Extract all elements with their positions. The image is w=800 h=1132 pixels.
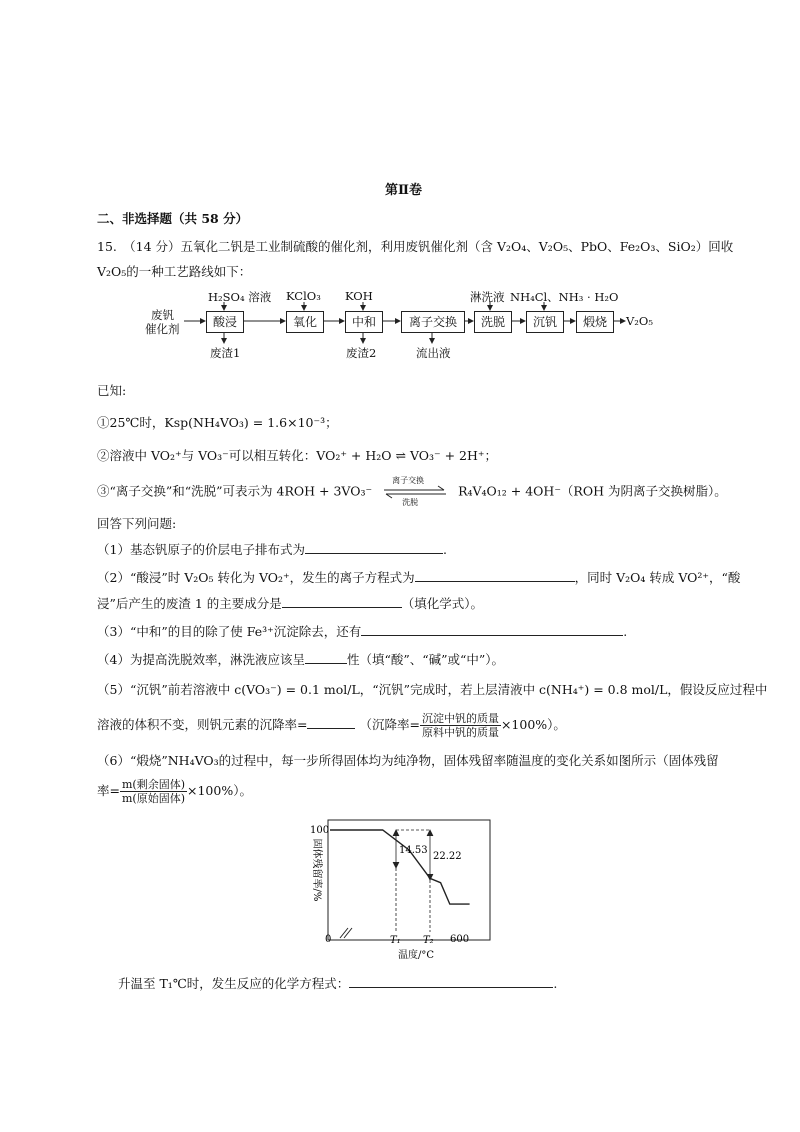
reagent-koh: KOH	[345, 289, 373, 303]
sub-question-2-line2	[97, 594, 483, 612]
step-oxidation: 氧化	[286, 311, 324, 333]
y-axis-label: 固体残留率/%	[311, 838, 322, 902]
arrow-label-under: 洗脱	[402, 498, 419, 507]
sub-question-5-line2	[97, 712, 566, 739]
x-tick-0: 0	[325, 934, 332, 945]
sub4-text-b: 性（填“酸”、“碱”或“中”）。	[346, 652, 505, 667]
reversible-arrow	[382, 476, 448, 507]
flow-arrows	[140, 287, 680, 367]
known-item-2: ②溶液中 VO₂⁺与 VO₃⁻可以相互转化：VO₂⁺ + H₂O ⇌ VO₃⁻ + 2H⁺；	[97, 448, 497, 463]
sub-question-3: （3）“中和”的目的除了使 Fe³⁺沉淀除去，还有 .	[97, 624, 628, 639]
reagent-kclo3: KClO₃	[286, 289, 321, 303]
x-tick-t2: T₂	[423, 935, 434, 946]
sub2-text-b: ，同时 V₂O₄ 转成 VO²⁺，“酸	[574, 570, 741, 585]
arrow-label-over: 离子交换	[392, 476, 425, 485]
step-neutralization: 中和	[345, 311, 383, 333]
residue-curve	[330, 830, 470, 904]
sub2-text-c: 浸”后产生的废渣 1 的主要成分是	[97, 596, 282, 611]
answer-blank-3[interactable]	[361, 622, 623, 636]
q15-line2: V₂O₅的一种工艺路线如下：	[97, 264, 252, 279]
residue-rate-fraction	[120, 778, 187, 805]
sub4-text-a: （4）为提高洗脱效率，淋洗液应该呈	[97, 652, 305, 667]
step-acid-leach: 酸浸	[206, 311, 244, 333]
sub-question-1: （1）基态钒原子的价层电子排布式为 .	[97, 542, 447, 557]
axis-break-icon	[340, 928, 352, 938]
product-v2o5: V₂O₅	[626, 314, 653, 328]
final-text: 升温至 T₁℃时，发生反应的化学方程式：	[118, 976, 350, 991]
fraction-denominator: m(原始固体)	[121, 792, 185, 805]
sub5-text-d: ×100%）。	[500, 717, 566, 732]
x-axis-label: 温度/°C	[398, 950, 435, 961]
process-flow-diagram	[140, 287, 680, 367]
answer-intro: 回答下列问题:	[97, 516, 177, 531]
residue-rate-chart	[300, 812, 500, 962]
sub-question-6-line1: （6）“煅烧”NH₄VO₃的过程中，每一步所得固体均为纯净物，固体残留率随温度的变化关系如图所示（固体残留	[97, 753, 719, 768]
sub2-text-a: （2）“酸浸”时 V₂O₅ 转化为 VO₂⁺，发生的离子方程式为	[97, 570, 415, 585]
x-tick-600: 600	[450, 934, 470, 945]
annotation-22-22: 22.22	[433, 851, 462, 862]
answer-blank-2a[interactable]	[415, 568, 575, 582]
known3-left: ③“离子交换”和“洗脱”可表示为 4ROH + 3VO₃⁻	[97, 483, 373, 499]
byproduct-residue1: 废渣1	[210, 346, 241, 360]
q15-line1: 15. （14 分）五氧化二钒是工业制硫酸的催化剂，利用废钒催化剂（含 V₂O₄、V₂O₅、PbO、Fe₂O₃、SiO₂）回收	[97, 239, 734, 254]
step-ion-exchange: 离子交换	[401, 311, 465, 333]
sub2-text-d: （填化学式）。	[401, 596, 484, 611]
final-question: 升温至 T₁℃时，发生反应的化学方程式： .	[118, 976, 558, 991]
feed-label-top: 废钒	[151, 308, 174, 322]
sub1-text: （1）基态钒原子的价层电子排布式为	[97, 542, 305, 557]
known3-right: R₄V₄O₁₂ + 4OH⁻（ROH 为阴离子交换树脂）。	[458, 483, 727, 499]
part-title: 二、非选择题（共 58 分）	[97, 211, 249, 226]
sub-question-4	[97, 650, 504, 668]
known-item-3	[97, 476, 727, 507]
x-tick-t1: T₁	[390, 935, 401, 946]
known-item-1: ①25℃时，Ksp(NH₄VO₃) = 1.6×10⁻³；	[97, 415, 338, 430]
reagent-eluent: 淋洗液	[470, 290, 505, 304]
fraction-numerator: 沉淀中钒的质量	[421, 712, 499, 725]
section-title: 第Ⅱ卷	[385, 183, 422, 198]
sub6-text-c: ×100%）。	[187, 783, 252, 798]
settling-rate-fraction	[420, 712, 501, 739]
known-title: 已知:	[97, 383, 127, 398]
step-vanadium-precipitation: 沉钒	[526, 311, 564, 333]
y-tick-100: 100	[310, 825, 330, 836]
sub5-text-c: （沉降率=	[359, 717, 420, 732]
chart-frame	[328, 820, 490, 940]
feed-label-bottom: 催化剂	[145, 322, 180, 336]
sub-question-5-line1: （5）“沉钒”前若溶液中 c(VO₃⁻) = 0.1 mol/L，“沉钒”完成时，若上层清液中 c(NH₄⁺) = 0.8 mol/L，假设反应过程中	[97, 682, 768, 697]
sub6-text-b: 率=	[97, 783, 120, 798]
fraction-denominator: 原料中钒的质量	[421, 726, 499, 739]
sub-question-6-line2	[97, 778, 252, 805]
step-calcination: 煅烧	[576, 311, 614, 333]
answer-blank-1[interactable]	[305, 540, 443, 554]
annotation-14-53: 14.53	[399, 845, 428, 856]
answer-blank-6[interactable]	[349, 974, 553, 988]
sub-question-2-line1	[97, 568, 740, 586]
fraction-numerator: m(剩余固体)	[121, 778, 185, 791]
byproduct-residue2: 废渣2	[346, 346, 377, 360]
byproduct-effluent: 流出液	[416, 346, 451, 360]
answer-blank-2b[interactable]	[282, 594, 402, 608]
reagent-h2so4: H₂SO₄ 溶液	[208, 290, 272, 304]
sub5-text-b: 溶液的体积不变，则钒元素的沉降率=	[97, 717, 308, 732]
reagent-nh4cl: NH₄Cl、NH₃ · H₂O	[510, 290, 619, 304]
step-elution: 洗脱	[474, 311, 512, 333]
answer-blank-5[interactable]	[307, 715, 355, 729]
answer-blank-4[interactable]	[305, 650, 347, 664]
sub3-text: （3）“中和”的目的除了使 Fe³⁺沉淀除去，还有	[97, 624, 362, 639]
